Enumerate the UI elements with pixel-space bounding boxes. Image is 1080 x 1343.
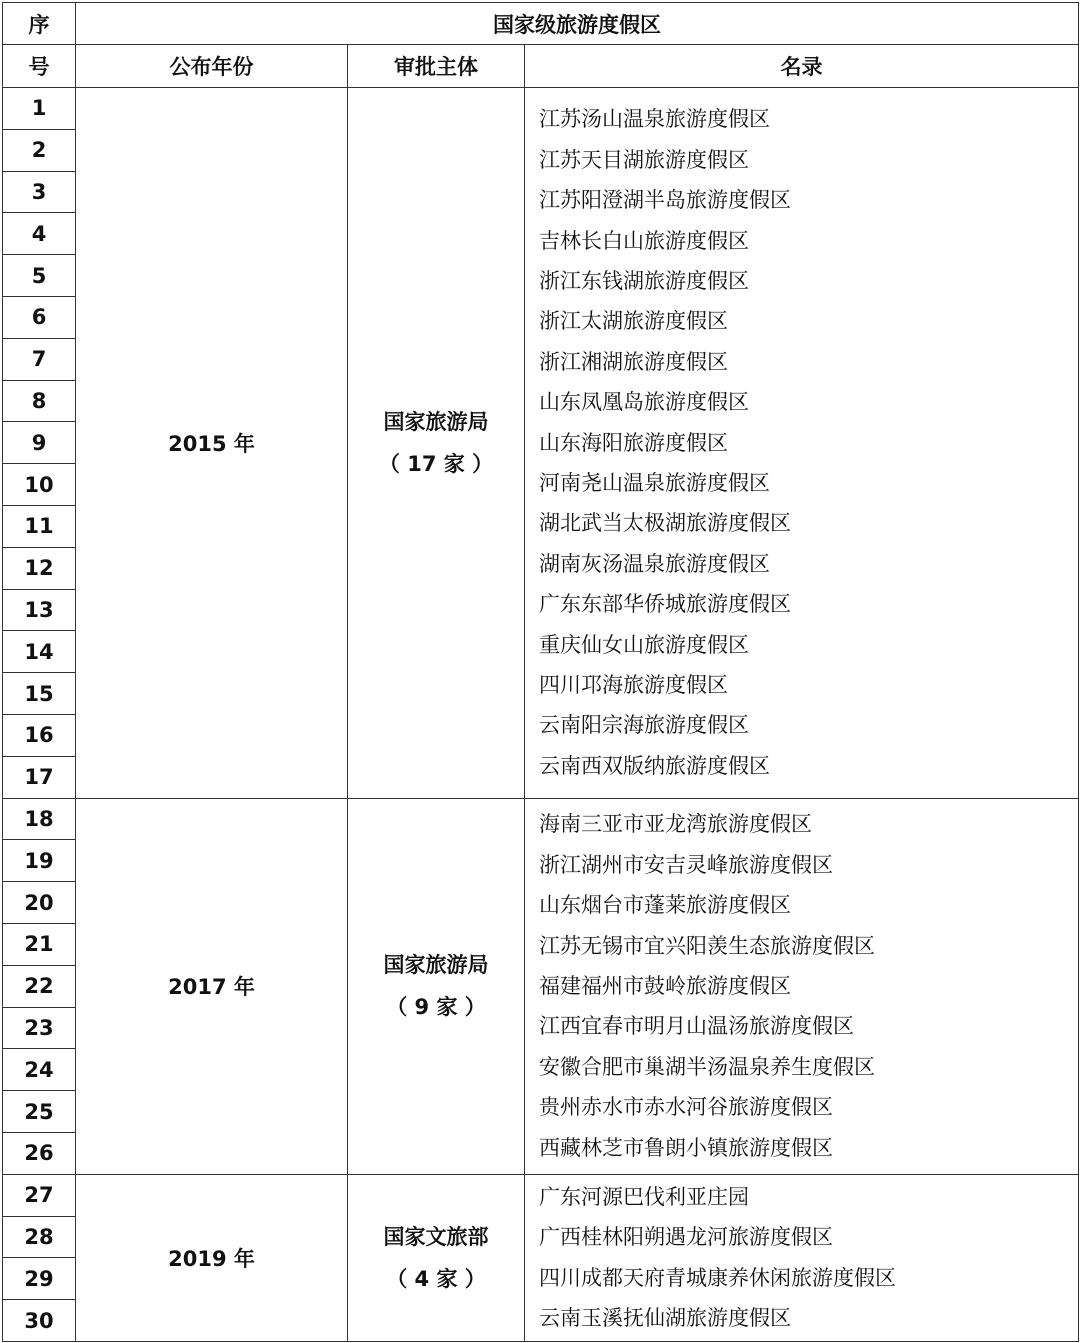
index-cell — [2, 1090, 76, 1133]
index-number: 11 — [24, 514, 54, 539]
resort-name: 江苏天目湖旅游度假区 — [539, 147, 749, 172]
col-header-authority — [347, 44, 525, 88]
index-cell — [2, 171, 76, 214]
index-number: 1 — [31, 96, 47, 121]
resort-name: 江苏无锡市宜兴阳羡生态旅游度假区 — [539, 933, 875, 958]
index-cell — [2, 839, 76, 882]
names-cell — [524, 87, 1079, 799]
index-cell — [2, 1174, 76, 1217]
year-label: 2015 年 — [168, 431, 255, 456]
index-cell — [2, 87, 76, 130]
authority-count: （ 9 家 ） — [386, 995, 486, 1020]
resort-name: 四川成都天府青城康养休闲旅游度假区 — [539, 1265, 896, 1290]
index-cell — [2, 380, 76, 423]
index-cell — [2, 1216, 76, 1259]
index-number: 14 — [24, 639, 54, 664]
index-cell — [2, 129, 76, 172]
resort-name: 云南阳宗海旅游度假区 — [539, 713, 749, 738]
authority-label: 国家旅游局 — [383, 409, 489, 434]
index-number: 2 — [31, 138, 47, 163]
authority-count: （ 17 家 ） — [378, 451, 494, 476]
index-number: 4 — [31, 221, 47, 246]
authority-cell — [347, 1174, 525, 1342]
index-cell — [2, 630, 76, 673]
resort-name: 浙江东钱湖旅游度假区 — [539, 268, 749, 293]
authority-cell — [347, 87, 525, 799]
resort-name: 江苏汤山温泉旅游度假区 — [539, 107, 770, 132]
index-header-2 — [2, 44, 76, 88]
index-cell — [2, 798, 76, 841]
index-header-line2: 号 — [28, 55, 50, 79]
resort-name: 山东烟台市蓬莱旅游度假区 — [539, 893, 791, 918]
index-cell — [2, 547, 76, 590]
index-header — [2, 2, 76, 45]
col-authority-label: 审批主体 — [394, 55, 478, 79]
index-number: 29 — [24, 1266, 54, 1291]
index-number: 22 — [24, 974, 54, 999]
index-cell — [2, 714, 76, 757]
resort-name: 重庆仙女山旅游度假区 — [539, 632, 749, 657]
index-cell — [2, 296, 76, 339]
resort-name: 江苏阳澄湖半岛旅游度假区 — [539, 188, 791, 213]
index-number: 26 — [24, 1141, 54, 1166]
index-cell — [2, 421, 76, 464]
resort-name: 安徽合肥市巢湖半汤温泉养生度假区 — [539, 1054, 875, 1079]
index-number: 10 — [24, 472, 54, 497]
resort-name: 浙江太湖旅游度假区 — [539, 309, 728, 334]
authority-cell — [347, 798, 525, 1175]
index-cell — [2, 1257, 76, 1300]
resort-name: 山东海阳旅游度假区 — [539, 430, 728, 455]
resort-name: 福建福州市鼓岭旅游度假区 — [539, 973, 791, 998]
col-header-year — [75, 44, 348, 88]
index-number: 28 — [24, 1224, 54, 1249]
authority-label: 国家旅游局 — [383, 953, 489, 978]
col-names-label: 名录 — [780, 55, 823, 79]
col-year-label: 公布年份 — [169, 55, 254, 79]
resort-name: 山东凤凰岛旅游度假区 — [539, 390, 749, 415]
index-number: 25 — [24, 1099, 54, 1124]
resort-name: 四川邛海旅游度假区 — [539, 673, 728, 698]
index-number: 21 — [24, 932, 54, 957]
resort-name: 河南尧山温泉旅游度假区 — [539, 471, 770, 495]
index-number: 7 — [31, 347, 47, 372]
resort-name: 广东河源巴伐利亚庄园 — [539, 1185, 749, 1210]
index-number: 9 — [31, 430, 47, 455]
resort-name: 西藏林芝市鲁朗小镇旅游度假区 — [539, 1135, 833, 1160]
index-number: 8 — [31, 388, 47, 413]
index-number: 3 — [31, 179, 47, 204]
index-number: 19 — [24, 848, 54, 873]
resort-name: 云南玉溪抚仙湖旅游度假区 — [539, 1306, 791, 1331]
index-number: 13 — [24, 597, 54, 622]
index-number: 30 — [24, 1308, 54, 1333]
index-cell — [2, 881, 76, 924]
index-cell — [2, 672, 76, 715]
index-cell — [2, 589, 76, 632]
index-cell — [2, 254, 76, 297]
index-number: 27 — [24, 1183, 54, 1208]
index-number: 20 — [24, 890, 54, 915]
index-cell — [2, 1007, 76, 1050]
year-cell — [75, 798, 348, 1175]
resort-name: 贵州赤水市赤水河谷旅游度假区 — [539, 1095, 833, 1120]
col-header-names — [524, 44, 1079, 88]
resort-name: 广西桂林阳朔遇龙河旅游度假区 — [539, 1225, 833, 1250]
authority-label: 国家文旅部 — [383, 1224, 489, 1249]
index-number: 16 — [24, 723, 54, 748]
index-number: 17 — [24, 765, 54, 790]
index-header-line1: 序 — [28, 12, 50, 37]
index-number: 6 — [31, 305, 47, 330]
resort-name: 江西宜春市明月山温汤旅游度假区 — [539, 1014, 854, 1039]
index-cell — [2, 1299, 76, 1342]
resort-name: 吉林长白山旅游度假区 — [539, 228, 749, 253]
index-cell — [2, 463, 76, 506]
index-number: 24 — [24, 1057, 54, 1082]
index-number: 15 — [24, 681, 54, 706]
names-cell — [524, 798, 1079, 1175]
year-label: 2019 年 — [168, 1246, 255, 1271]
table-title-text: 国家级旅游度假区 — [493, 12, 661, 37]
index-cell — [2, 1048, 76, 1091]
resort-name: 湖南灰汤温泉旅游度假区 — [539, 551, 770, 576]
year-cell — [75, 87, 348, 799]
index-cell — [2, 923, 76, 966]
resort-name: 湖北武当太极湖旅游度假区 — [539, 511, 791, 536]
names-cell — [524, 1174, 1079, 1342]
index-number: 12 — [24, 556, 54, 581]
index-cell — [2, 338, 76, 381]
index-cell — [2, 756, 76, 799]
authority-count: （ 4 家 ） — [386, 1266, 486, 1291]
year-label: 2017 年 — [168, 975, 255, 1000]
index-cell — [2, 1132, 76, 1175]
index-cell — [2, 505, 76, 548]
resort-name: 云南西双版纳旅游度假区 — [539, 753, 770, 778]
index-number: 23 — [24, 1015, 54, 1040]
resort-name: 广东东部华侨城旅游度假区 — [539, 592, 791, 617]
index-number: 5 — [31, 263, 47, 288]
resort-name: 海南三亚市亚龙湾旅游度假区 — [539, 812, 812, 837]
index-number: 18 — [24, 806, 54, 831]
table-title — [75, 2, 1079, 45]
index-cell — [2, 212, 76, 255]
resort-name: 浙江湘湖旅游度假区 — [539, 349, 728, 374]
index-cell — [2, 965, 76, 1008]
year-cell — [75, 1174, 348, 1342]
resort-name: 浙江湖州市安吉灵峰旅游度假区 — [539, 852, 833, 877]
